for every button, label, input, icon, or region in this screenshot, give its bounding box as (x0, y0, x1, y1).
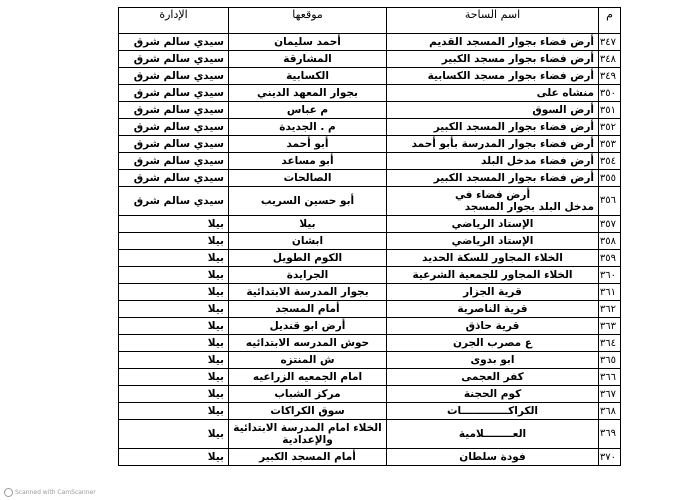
camscanner-icon (4, 488, 13, 497)
row-location: م عباس (229, 102, 387, 119)
row-location-line1: الخلاء امام المدرسة الابتدائية (233, 422, 382, 434)
table-row (119, 102, 621, 119)
row-admin: سيدي سالم شرق (119, 187, 229, 216)
row-name: الخلاء المجاور للسكة الحديد (387, 250, 599, 267)
row-name: قرية الجزار (387, 284, 599, 301)
row-num: ٣٥٤ (599, 153, 621, 170)
row-num: ٣٦٥ (599, 352, 621, 369)
table-row (119, 233, 621, 250)
row-admin: سيدي سالم شرق (119, 102, 229, 119)
row-admin: بيلا (119, 301, 229, 318)
row-admin: بيلا (119, 335, 229, 352)
row-admin: سيدي سالم شرق (119, 153, 229, 170)
row-admin: بيلا (119, 352, 229, 369)
header-location: موقعها (229, 8, 387, 34)
row-num: ٣٦٠ (599, 267, 621, 284)
row-location: بجوار المدرسة الابتدائية (229, 284, 387, 301)
row-admin: سيدي سالم شرق (119, 51, 229, 68)
row-name-line2: مدخل البلد بجوار المسجد (464, 201, 594, 213)
table-row (119, 352, 621, 369)
table-row (119, 68, 621, 85)
row-num: ٣٥٣ (599, 136, 621, 153)
row-name: كفر العجمى (387, 369, 599, 386)
row-location: الكوم الطويل (229, 250, 387, 267)
row-admin: بيلا (119, 250, 229, 267)
row-name: العــــــــلامية (387, 420, 599, 449)
row-admin: بيلا (119, 403, 229, 420)
row-location: أبو أحمد (229, 136, 387, 153)
row-location: سوق الكراكات (229, 403, 387, 420)
row-num: ٣٥٩ (599, 250, 621, 267)
row-location: الجرايدة (229, 267, 387, 284)
row-location: المشارقة (229, 51, 387, 68)
row-admin: بيلا (119, 267, 229, 284)
document-sheet (118, 7, 620, 466)
row-name: منشاه على (387, 85, 599, 102)
row-admin: سيدي سالم شرق (119, 119, 229, 136)
row-num: ٣٦٢ (599, 301, 621, 318)
row-num: ٣٦٨ (599, 403, 621, 420)
watermark-text: Scanned with CamScanner (15, 489, 96, 496)
row-admin: بيلا (119, 318, 229, 335)
row-location: بجوار المعهد الديني (229, 85, 387, 102)
table-row (119, 318, 621, 335)
table-row (119, 420, 621, 449)
table-row (119, 136, 621, 153)
table-row (119, 216, 621, 233)
plazas-table (118, 7, 621, 466)
row-name: ع مصرب الجرن (387, 335, 599, 352)
row-num: ٣٥٠ (599, 85, 621, 102)
row-admin: بيلا (119, 284, 229, 301)
row-num: ٣٤٩ (599, 68, 621, 85)
row-name: أرض فضاء بجوار مسجد الكبير (387, 51, 599, 68)
row-location: أبو مساعد (229, 153, 387, 170)
row-admin: سيدي سالم شرق (119, 34, 229, 51)
table-row (119, 34, 621, 51)
header-num: م (599, 8, 621, 34)
row-num: ٣٤٧ (599, 34, 621, 51)
row-num: ٣٥٦ (599, 187, 621, 216)
table-row (119, 51, 621, 68)
row-name: أرض فضاء بجوار مسجد الكسابية (387, 68, 599, 85)
row-num: ٣٦١ (599, 284, 621, 301)
row-name: قرية الناصرية (387, 301, 599, 318)
table-row (119, 301, 621, 318)
table-row (119, 369, 621, 386)
row-name (387, 187, 599, 216)
row-name: أرض السوق (387, 102, 599, 119)
table-row (119, 187, 621, 216)
table-row (119, 386, 621, 403)
table-row (119, 250, 621, 267)
row-location: م . الجديدة (229, 119, 387, 136)
table-row (119, 449, 621, 466)
header-name: اسم الساحة (387, 8, 599, 34)
row-admin: بيلا (119, 449, 229, 466)
row-location: ش المنتزه (229, 352, 387, 369)
row-name: الكراكـــــــــــــات (387, 403, 599, 420)
row-num: ٣٥٥ (599, 170, 621, 187)
row-location-line2: والإعدادية (282, 434, 333, 446)
row-num: ٣٦٣ (599, 318, 621, 335)
row-location: أمام المسجد الكبير (229, 449, 387, 466)
row-location: مركز الشباب (229, 386, 387, 403)
row-location: ابشان (229, 233, 387, 250)
row-admin: بيلا (119, 386, 229, 403)
scanner-watermark (4, 488, 96, 497)
row-name: أرض فضاء بجوار المسجد القديم (387, 34, 599, 51)
row-location: حوش المدرسه الابتدائيه (229, 335, 387, 352)
row-name: أرض فضاء بجوار المسجد الكبير (387, 170, 599, 187)
row-name: أرض فضاء بجوار المدرسة بأبو أحمد (387, 136, 599, 153)
row-name: الإستاد الرياضي (387, 216, 599, 233)
row-location: أبو حسين السريب (229, 187, 387, 216)
row-location (229, 420, 387, 449)
row-location: الكسابية (229, 68, 387, 85)
row-num: ٣٥٢ (599, 119, 621, 136)
row-name: ابو بدوى (387, 352, 599, 369)
row-num: ٣٦٤ (599, 335, 621, 352)
row-admin: سيدي سالم شرق (119, 170, 229, 187)
row-admin: سيدي سالم شرق (119, 68, 229, 85)
row-num: ٣٥١ (599, 102, 621, 119)
row-num: ٣٤٨ (599, 51, 621, 68)
row-name: أرض فضاء بجوار المسجد الكبير (387, 119, 599, 136)
row-num: ٣٧٠ (599, 449, 621, 466)
table-row (119, 284, 621, 301)
table-row (119, 170, 621, 187)
row-admin: بيلا (119, 420, 229, 449)
row-admin: سيدي سالم شرق (119, 85, 229, 102)
row-num: ٣٦٩ (599, 420, 621, 449)
row-name: قرية حاذق (387, 318, 599, 335)
table-row (119, 335, 621, 352)
row-location: امام الجمعيه الزراعيه (229, 369, 387, 386)
row-num: ٣٦٦ (599, 369, 621, 386)
row-location: بيلا (229, 216, 387, 233)
table-row (119, 119, 621, 136)
row-name: الإستاد الرياضي (387, 233, 599, 250)
row-num: ٣٥٧ (599, 216, 621, 233)
table-row (119, 85, 621, 102)
row-admin: بيلا (119, 233, 229, 250)
row-location: الصالحات (229, 170, 387, 187)
row-admin: سيدي سالم شرق (119, 136, 229, 153)
row-num: ٣٥٨ (599, 233, 621, 250)
table-row (119, 153, 621, 170)
row-location: أحمد سليمان (229, 34, 387, 51)
row-name: كوم الحجنة (387, 386, 599, 403)
row-name-line1: أرض فضاء في (454, 189, 531, 201)
row-location: أمام المسجد (229, 301, 387, 318)
row-admin: بيلا (119, 216, 229, 233)
header-admin: الإدارة (119, 8, 229, 34)
row-name: الخلاء المجاور للجمعية الشرعية (387, 267, 599, 284)
table-header-row (119, 8, 621, 34)
table-row (119, 403, 621, 420)
row-admin: بيلا (119, 369, 229, 386)
row-name: أرض فضاء مدخل البلد (387, 153, 599, 170)
row-name: فودة سلطان (387, 449, 599, 466)
table-row (119, 267, 621, 284)
row-num: ٣٦٧ (599, 386, 621, 403)
row-location: أرض ابو قنديل (229, 318, 387, 335)
